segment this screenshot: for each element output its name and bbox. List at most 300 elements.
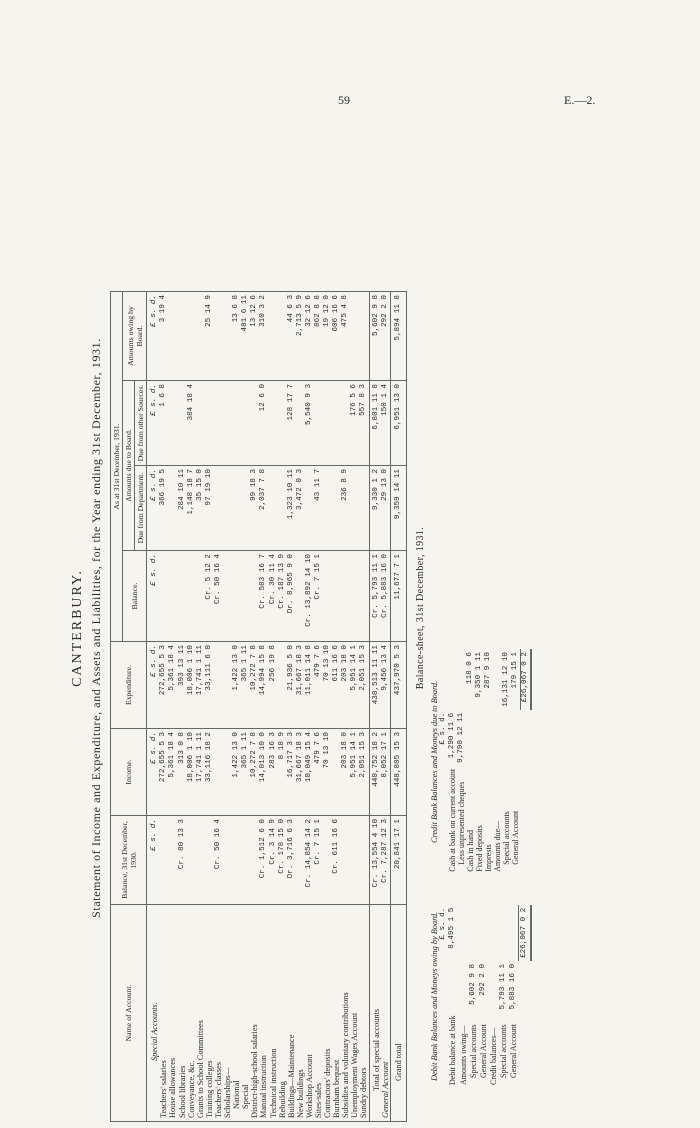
bs-label: Debit balance at bank <box>448 1015 458 1085</box>
cell-expenditure <box>223 642 232 729</box>
cell-balance-1930 <box>359 816 369 905</box>
account-row <box>350 292 359 1122</box>
debit-row <box>458 905 468 1088</box>
cell-income: 5,951 14 1 <box>350 729 359 816</box>
bs-value-outer: 8,495 1 5 <box>448 907 457 949</box>
bs-label: General Account <box>511 810 521 865</box>
row-name: General Account <box>381 905 391 1122</box>
bs-label: Special accounts <box>501 811 511 865</box>
col-balance-header: Balance. <box>123 551 147 642</box>
cell-due-other <box>232 381 241 466</box>
cell-balance: Cr. 50 16 4 <box>214 551 223 642</box>
cell-balance-1930: Cr. 7 15 1 <box>314 816 323 905</box>
cell-balance-1930: Cr. 13,554 4 10 <box>369 816 381 905</box>
cell-income: 448,805 15 3 <box>390 729 406 816</box>
credit-heading: Credit Bank Balances and Moneys due to Board. <box>429 680 439 843</box>
cell-owing: 32 12 6 <box>305 292 314 381</box>
credit-row <box>466 649 475 875</box>
row-name: Grand total <box>390 905 406 1122</box>
cell-income: 203 18 0 <box>341 729 350 816</box>
row-name: New buildings <box>296 905 305 1122</box>
cell-due-dept <box>232 466 241 551</box>
debit-heading: Debit Bank Balances and Moneys owing by Board. <box>429 911 439 1082</box>
cell-owing: 19 12 0 <box>323 292 332 381</box>
row-name: Subsidies and voluntary contributions <box>341 905 350 1122</box>
bs-label: Cash at bank on current account <box>447 768 457 872</box>
cell-owing: 5,894 11 8 <box>390 292 406 381</box>
bs-label: General Account <box>509 1024 519 1078</box>
cell-balance: Cr. 7 15 1 <box>314 551 323 642</box>
bs-label: Amounts due— <box>492 820 502 872</box>
cell-due-other <box>314 381 323 466</box>
total-special-row <box>369 292 381 1122</box>
cell-due-dept <box>359 466 369 551</box>
cell-expenditure: 70 13 10 <box>323 642 332 729</box>
cell-balance <box>341 551 350 642</box>
unit-cell: £ s. d. <box>147 642 160 729</box>
cell-expenditure: 611 16 6 <box>332 642 341 729</box>
bs-value-inner <box>475 710 484 766</box>
cell-income <box>332 729 341 816</box>
bs-value-outer: 179 15 1 <box>510 652 519 689</box>
cell-balance <box>223 551 232 642</box>
col-income-header: Income. <box>111 729 147 816</box>
bs-value-inner <box>502 710 511 766</box>
col-expenditure-header: Expenditure. <box>111 642 147 729</box>
debit-total: £26,067 0 2 <box>519 905 531 961</box>
cell-due-dept <box>269 466 278 551</box>
cell-balance <box>187 551 196 642</box>
cell-balance-1930 <box>241 816 250 905</box>
cell-income: 365 1 11 <box>241 729 250 816</box>
balance-sheet-title: Balance-sheet, 31st December, 1931. <box>414 526 426 690</box>
cell-expenditure: 256 19 8 <box>269 642 278 729</box>
bs-value-outer <box>448 649 457 710</box>
bs-value-outer <box>499 905 509 961</box>
row-name: Special <box>241 905 250 1122</box>
cell-due-other: 6,801 11 8 <box>369 381 381 466</box>
cell-income: 313 0 8 <box>178 729 187 816</box>
cell-balance: Cr. 13,892 14 10 <box>305 551 314 642</box>
cell-balance-1930 <box>250 816 259 905</box>
cell-owing: 5,602 9 8 <box>369 292 381 381</box>
cell-income: 16,717 3 3 <box>287 729 296 816</box>
row-name: Sundry debtors <box>359 905 369 1122</box>
cell-due-other: 128 17 7 <box>287 381 296 466</box>
cell-owing <box>359 292 369 381</box>
cell-due-other <box>223 381 232 466</box>
cell-due-dept <box>332 466 341 551</box>
row-name: Technical instruction <box>269 905 278 1122</box>
cell-due-dept <box>223 466 232 551</box>
account-row <box>341 292 350 1122</box>
bs-label: Credit balances— <box>489 1027 499 1085</box>
account-row <box>305 292 314 1122</box>
cell-balance: Cr. 5 12 2 <box>205 551 214 642</box>
cell-balance <box>178 551 187 642</box>
cell-due-other: 150 1 4 <box>381 381 391 466</box>
cell-expenditure: 438,513 11 11 <box>369 642 381 729</box>
cell-balance-1930 <box>350 816 359 905</box>
statement-table <box>110 291 407 1122</box>
cell-due-other <box>250 381 259 466</box>
credit-units: £ s. d. <box>438 712 447 745</box>
credit-row <box>511 649 521 875</box>
col-amounts-due-header: Amounts due to Board. <box>123 381 135 551</box>
debit-row <box>488 905 498 1088</box>
cell-due-other <box>205 381 214 466</box>
unit-cell: £ s. d. <box>147 551 160 642</box>
row-name: Training colleges <box>205 905 214 1122</box>
account-row <box>296 292 305 1122</box>
row-name: Conveyance, &c. <box>187 905 196 1122</box>
bs-value-inner <box>493 710 502 766</box>
bs-label: Fixed deposits <box>474 825 484 872</box>
cell-expenditure: 33,111 6 0 <box>205 642 214 729</box>
cell-due-dept: 99 18 3 <box>250 466 259 551</box>
cell-expenditure: 2,051 15 3 <box>359 642 369 729</box>
bs-label: Imprests <box>483 844 493 872</box>
cell-balance <box>296 551 305 642</box>
col-owing-header: Amounts owing by Board. <box>123 292 147 381</box>
cell-due-dept: 1,323 10 11 <box>287 466 296 551</box>
bs-label: Special accounts <box>468 1024 478 1078</box>
cell-due-other <box>323 381 332 466</box>
cell-expenditure: 10,272 7 8 <box>250 642 259 729</box>
bs-value-inner <box>466 710 475 766</box>
units-row <box>147 292 160 1122</box>
cell-due-dept: 29 13 0 <box>381 466 391 551</box>
statement-subtitle: Statement of Income and Expenditure, and Assets and Liabilities, for the Year ending 31st December, 1931. <box>89 338 103 918</box>
credit-row <box>484 649 493 875</box>
cell-balance <box>232 551 241 642</box>
account-row <box>332 292 341 1122</box>
cell-owing <box>269 292 278 381</box>
cell-balance <box>159 551 168 642</box>
cell-owing: 13 6 8 <box>232 292 241 381</box>
cell-balance-1930 <box>232 816 241 905</box>
cell-expenditure: 5,951 14 1 <box>350 642 359 729</box>
col-group-1931-header: As at 31st December, 1931. <box>111 292 123 642</box>
cell-income: 31,667 18 3 <box>296 729 305 816</box>
cell-due-dept: 284 10 11 <box>178 466 187 551</box>
cell-owing: 25 14 9 <box>205 292 214 381</box>
cell-balance-1930: Cr. 3 14 9 <box>269 816 278 905</box>
col-due-other-header: Due from other Sources. <box>135 381 147 466</box>
credit-row <box>493 649 502 875</box>
unit-cell: £ s. d. <box>147 381 160 466</box>
cell-income: 33,116 18 2 <box>205 729 214 816</box>
cell-due-dept: 9,330 1 2 <box>369 466 381 551</box>
cell-expenditure: 272,655 5 3 <box>159 642 168 729</box>
cell-due-dept: 1,148 18 7 <box>187 466 196 551</box>
bs-value-inner: 9,790 12 11 <box>456 712 465 763</box>
credit-row <box>457 649 466 875</box>
cell-balance <box>168 551 177 642</box>
account-row <box>205 292 214 1122</box>
bs-value-inner <box>511 710 521 766</box>
cell-due-dept <box>323 466 332 551</box>
cell-balance <box>196 551 205 642</box>
credit-total: £26,067 0 2 <box>520 649 531 710</box>
cell-balance-1930: Cr. 50 16 4 <box>214 816 223 905</box>
row-name: Workshop Account <box>305 905 314 1122</box>
cell-income: 2,051 15 3 <box>359 729 369 816</box>
debit-row <box>509 905 519 1088</box>
unit-cell: £ s. d. <box>147 292 160 381</box>
cell-balance-1930 <box>159 816 168 905</box>
bs-value-inner: 292 2 0 <box>478 963 487 996</box>
row-name: Teachers' classes <box>214 905 223 1122</box>
debit-row <box>499 905 509 1088</box>
cell-due-other: 1 6 8 <box>159 381 168 466</box>
bs-value-inner <box>458 961 468 1013</box>
row-name: Grants to School Committees <box>196 905 205 1122</box>
bs-value-outer <box>478 905 488 961</box>
bs-value-outer <box>458 905 468 961</box>
debit-row <box>478 905 488 1088</box>
unit-cell: £ s. d. <box>147 729 160 816</box>
cell-expenditure: 1,422 13 0 <box>232 642 241 729</box>
account-row <box>232 292 241 1122</box>
cell-balance <box>350 551 359 642</box>
cell-balance <box>332 551 341 642</box>
cell-income: 8,052 17 1 <box>381 729 391 816</box>
row-name: House allowances <box>168 905 177 1122</box>
bs-label: General Account <box>478 1024 488 1078</box>
cell-due-other <box>168 381 177 466</box>
balance-sheet <box>415 128 532 1088</box>
row-name: Teachers' salaries <box>159 905 168 1122</box>
credit-rows <box>448 649 521 875</box>
cell-balance-1930 <box>223 816 232 905</box>
cell-due-dept <box>214 466 223 551</box>
unit-cell: £ s. d. <box>147 816 160 905</box>
row-name: Unemployment Wages Account <box>350 905 359 1122</box>
cell-balance: Cr. 5,793 11 1 <box>369 551 381 642</box>
cell-income: 283 16 3 <box>269 729 278 816</box>
cell-income: 17,741 1 11 <box>196 729 205 816</box>
cell-due-other <box>196 381 205 466</box>
cell-income <box>214 729 223 816</box>
debit-row <box>448 905 458 1088</box>
cell-balance-1930: Cr. 178 15 0 <box>278 816 287 905</box>
cell-owing: 2,713 5 9 <box>296 292 305 381</box>
page-reference: E.—2. <box>564 93 596 107</box>
cell-owing: 481 6 11 <box>241 292 250 381</box>
cell-balance-1930 <box>168 816 177 905</box>
cell-balance: Dr. 8,965 9 0 <box>287 551 296 642</box>
cell-owing: 862 8 8 <box>314 292 323 381</box>
cell-owing <box>196 292 205 381</box>
bs-label: Less unpresented cheques <box>456 781 466 865</box>
bs-value-inner: 5,602 9 8 <box>468 963 477 1005</box>
cell-expenditure: 14,994 15 8 <box>259 642 268 729</box>
page-number: 59 <box>338 93 350 107</box>
row-name: Burnham bequest <box>332 905 341 1122</box>
balance-sheet-debit-side <box>430 905 532 1088</box>
debit-row <box>468 905 478 1088</box>
debit-rows <box>448 905 519 1088</box>
cell-balance-1930: Cr. 80 13 3 <box>178 816 187 905</box>
cell-due-other: 384 18 4 <box>187 381 196 466</box>
cell-expenditure: 18,006 1 10 <box>187 642 196 729</box>
account-row <box>323 292 332 1122</box>
bs-value-outer: 9,350 1 11 <box>474 652 483 698</box>
unit-cell: £ s. d. <box>147 466 160 551</box>
cell-due-other <box>332 381 341 466</box>
cell-owing: 13 12 6 <box>250 292 259 381</box>
cell-income: 8 18 9 <box>278 729 287 816</box>
bs-label: Amounts owing— <box>458 1025 468 1085</box>
cell-balance: Cr. 5,883 16 0 <box>381 551 391 642</box>
account-row <box>359 292 369 1122</box>
cell-balance-1930: Cr. 611 16 6 <box>332 816 341 905</box>
page-title: CANTERBURY. <box>70 569 85 687</box>
bs-value-inner <box>484 710 493 766</box>
cell-balance-1930: Dr. 3,716 6 3 <box>287 816 296 905</box>
cell-due-dept: 9,359 14 11 <box>390 466 406 551</box>
account-row <box>214 292 223 1122</box>
account-row <box>287 292 296 1122</box>
row-name: National <box>232 905 241 1122</box>
cell-balance: Cr. 30 11 4 <box>269 551 278 642</box>
bs-value-inner: 1,290 11 6 <box>447 712 456 759</box>
cell-expenditure: 437,970 5 3 <box>390 642 406 729</box>
bs-value-inner <box>488 961 498 1013</box>
account-row <box>223 292 232 1122</box>
cell-due-other <box>278 381 287 466</box>
account-row <box>168 292 177 1122</box>
bs-value-outer <box>509 905 519 961</box>
cell-due-dept <box>168 466 177 551</box>
account-row <box>250 292 259 1122</box>
cell-expenditure: 203 18 0 <box>341 642 350 729</box>
cell-balance: 11,677 7 1 <box>390 551 406 642</box>
cell-balance-1930 <box>341 816 350 905</box>
cell-income <box>223 729 232 816</box>
row-name: School libraries <box>178 905 187 1122</box>
cell-due-dept: 2,037 7 8 <box>259 466 268 551</box>
cell-due-dept: 97 19 10 <box>205 466 214 551</box>
row-name: Contractors' deposits <box>323 905 332 1122</box>
row-name: Scholarships— <box>223 905 232 1122</box>
cell-expenditure: 5,361 18 4 <box>168 642 177 729</box>
cell-due-other <box>269 381 278 466</box>
cell-balance-1930: 20,841 17 1 <box>390 816 406 905</box>
bs-value-inner: 5,883 16 0 <box>509 963 518 1010</box>
cell-due-other <box>341 381 350 466</box>
bs-value-outer <box>488 905 498 961</box>
bs-label: Special accounts <box>499 1024 509 1078</box>
cell-balance <box>359 551 369 642</box>
cell-owing <box>178 292 187 381</box>
row-name: Sites-sales <box>314 905 323 1122</box>
cell-due-dept <box>305 466 314 551</box>
cell-balance-1930 <box>205 816 214 905</box>
cell-due-other: 6,951 13 0 <box>390 381 406 466</box>
bs-value-inner <box>448 961 458 1013</box>
row-name: Rebuilding <box>278 905 287 1122</box>
credit-row <box>475 649 484 875</box>
cell-income: 10,049 15 4 <box>305 729 314 816</box>
cell-balance-1930 <box>323 816 332 905</box>
cell-balance <box>323 551 332 642</box>
credit-row <box>448 649 457 875</box>
cell-balance-1930 <box>296 816 305 905</box>
account-row <box>241 292 250 1122</box>
cell-income: 272,655 5 3 <box>159 729 168 816</box>
cell-expenditure: 393 13 11 <box>178 642 187 729</box>
bs-value-outer <box>493 649 502 710</box>
cell-due-other <box>241 381 250 466</box>
cell-due-dept: 43 11 7 <box>314 466 323 551</box>
bs-value-inner: 5,793 11 1 <box>499 963 508 1010</box>
cell-expenditure: 479 7 6 <box>314 642 323 729</box>
grand-total-row <box>390 292 406 1122</box>
cell-expenditure: 21,936 5 0 <box>287 642 296 729</box>
cell-balance-1930 <box>196 816 205 905</box>
cell-expenditure: 31,667 18 3 <box>296 642 305 729</box>
cell-expenditure: 11,011 14 8 <box>305 642 314 729</box>
rotated-page-content <box>70 128 630 1128</box>
cell-due-other <box>296 381 305 466</box>
cell-owing <box>278 292 287 381</box>
cell-owing <box>350 292 359 381</box>
account-row <box>278 292 287 1122</box>
special-accounts-label: Special Accounts. <box>147 905 160 1122</box>
col-balance-1930-header: Balance, 31st December, 1930. <box>111 816 147 905</box>
bs-label: Cash in hand <box>465 829 475 872</box>
cell-balance <box>250 551 259 642</box>
cell-income: 70 13 10 <box>323 729 332 816</box>
col-name-header: Name of Account. <box>111 905 147 1122</box>
cell-income: 10,272 7 8 <box>250 729 259 816</box>
cell-expenditure: 17,741 1 11 <box>196 642 205 729</box>
cell-due-dept: 3,472 0 3 <box>296 466 305 551</box>
cell-due-other: 557 8 3 <box>359 381 369 466</box>
cell-income: 5,361 18 4 <box>168 729 177 816</box>
cell-due-dept: 236 8 9 <box>341 466 350 551</box>
debit-units: £ s. d. <box>438 907 447 940</box>
cell-due-other <box>178 381 187 466</box>
bs-value-outer: 118 0 6 <box>465 652 474 684</box>
cell-due-dept <box>278 466 287 551</box>
cell-owing: 44 6 3 <box>287 292 296 381</box>
cell-due-dept <box>241 466 250 551</box>
col-due-dept-header: Due from Department. <box>135 466 147 551</box>
cell-income: 1,422 13 0 <box>232 729 241 816</box>
bs-value-outer <box>468 905 478 961</box>
account-row <box>196 292 205 1122</box>
cell-due-dept: 35 15 0 <box>196 466 205 551</box>
general-account-row <box>381 292 391 1122</box>
cell-owing <box>187 292 196 381</box>
cell-owing <box>168 292 177 381</box>
account-row <box>314 292 323 1122</box>
cell-owing: 3 19 4 <box>159 292 168 381</box>
account-row <box>187 292 196 1122</box>
cell-due-other <box>214 381 223 466</box>
bs-value-outer <box>457 649 466 710</box>
cell-owing: 292 2 0 <box>381 292 391 381</box>
bs-value-outer: 16,131 12 10 <box>501 652 510 707</box>
cell-income: 14,013 10 0 <box>259 729 268 816</box>
cell-expenditure: 365 1 11 <box>241 642 250 729</box>
cell-owing: 475 4 8 <box>341 292 350 381</box>
cell-owing: 606 16 6 <box>332 292 341 381</box>
account-row <box>159 292 168 1122</box>
